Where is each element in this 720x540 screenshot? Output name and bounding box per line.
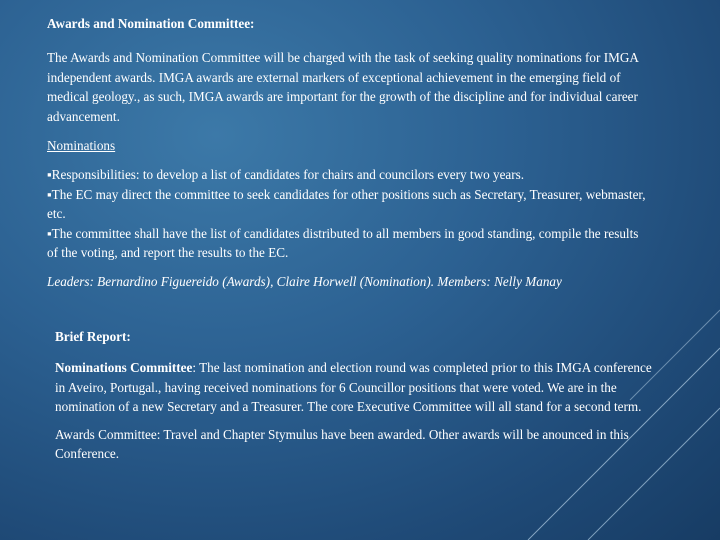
bullet-item: ▪The committee shall have the list of candidates distributed to all members in good standing, compile the results of the voting, and report the results to the EC. [47,225,639,260]
awards-report: Awards Committee: Travel and Chapter Stymulus have been awarded. Other awards will be anounced in this Conference. [55,426,629,461]
nominations-report-label: Nominations Committee [55,360,193,375]
bullet-item: ▪Responsibilities: to develop a list of candidates for chairs and councilors every two years. [47,167,525,182]
section-title: Awards and Nomination Committee: [47,16,255,31]
brief-report [55,358,665,464]
nominations-heading: Nominations [47,138,116,153]
bullet-list [47,165,647,263]
brief-report-title: Brief Report: [55,329,131,344]
nominations-report-text: : The last nomination and election round was completed prior to this IMGA conference in Aveiro, Portugal., having received nominations for 6 Councillor positions that were voted. We are in the nomination of a new Secretary and a Treasurer. The core Executive Committee will all stand for a second term. [55,360,652,414]
intro-paragraph: The Awards and Nomination Committee will be charged with the task of seeking quality nominations for IMGA independent awards. IMGA awards are external markers of exceptional achievement in the emerging field of medical geology., as such, IMGA awards are important for the growth of the discipline and for individual career advancement. [47,50,639,124]
leaders-line: Leaders: Bernardino Figuereido (Awards), Claire Horwell (Nomination). Members: Nelly Manay [47,274,562,289]
nominations-report [55,358,665,417]
bullet-item: ▪The EC may direct the committee to seek candidates for other positions such as Secretary, Treasurer, webmaster, etc. [47,186,646,221]
